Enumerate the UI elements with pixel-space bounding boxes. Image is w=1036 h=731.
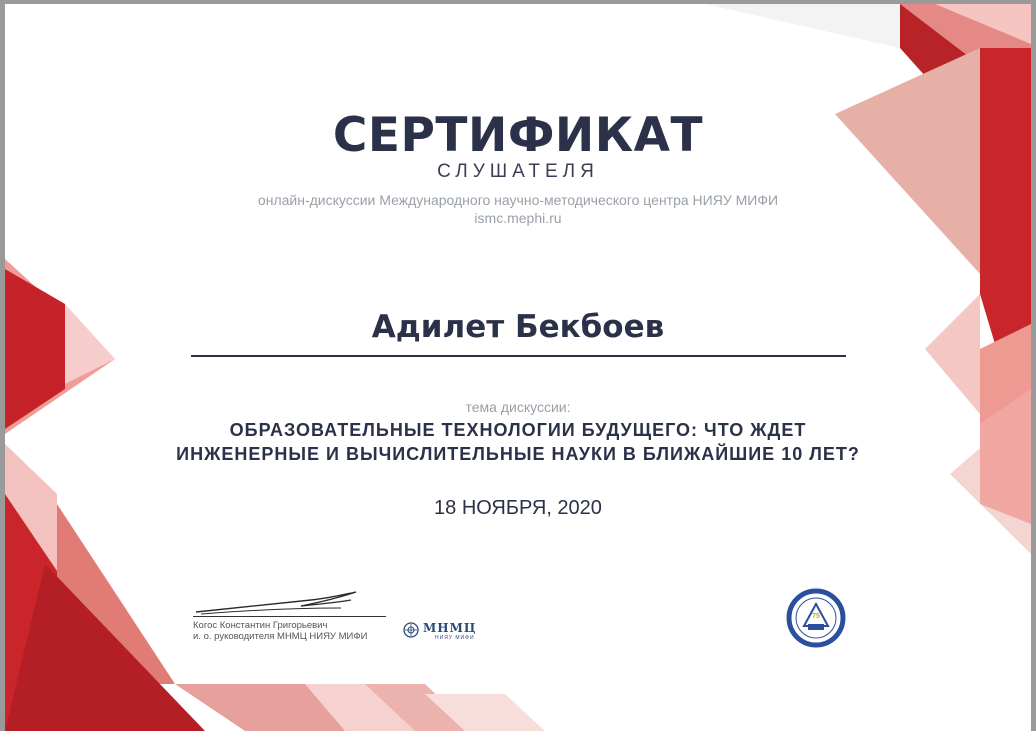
signer-name: Когос Константин Григорьевич	[193, 620, 328, 631]
website-text: ismc.mephi.ru	[474, 210, 562, 226]
mnmc-logo-subtext: НИЯУ МИФИ	[435, 635, 475, 641]
topic-label: тема дискуссии:	[465, 399, 571, 415]
topic-line-2: ИНЖЕНЕРНЫЕ И ВЫЧИСЛИТЕЛЬНЫЕ НАУКИ В БЛИЖАЙШИЕ 10 ЛЕТ?	[176, 444, 860, 464]
recipient-name: Адилет Бекбоев	[371, 309, 665, 345]
signature-line	[193, 616, 386, 617]
mnmc-logo-text: МНМЦ	[423, 621, 477, 635]
certificate-title: СЕРТИФИКАТ	[332, 108, 704, 163]
signature-icon	[191, 588, 391, 618]
certificate-subtitle: СЛУШАТЕЛЯ	[437, 161, 599, 182]
signer-position: и. о. руководителя МНМЦ НИЯУ МИФИ	[193, 631, 368, 642]
certificate-date: 18 НОЯБРЯ, 2020	[434, 497, 602, 519]
certificate	[5, 4, 1031, 731]
university-seal-icon	[786, 588, 846, 648]
organization-line: онлайн-дискуссии Международного научно-методического центра НИЯУ МИФИ	[257, 192, 779, 208]
svg-text:75: 75	[812, 613, 820, 620]
topic-line-1: ОБРАЗОВАТЕЛЬНЫЕ ТЕХНОЛОГИИ БУДУЩЕГО: ЧТО ЖДЕТ	[229, 420, 807, 440]
name-underline	[191, 355, 846, 357]
